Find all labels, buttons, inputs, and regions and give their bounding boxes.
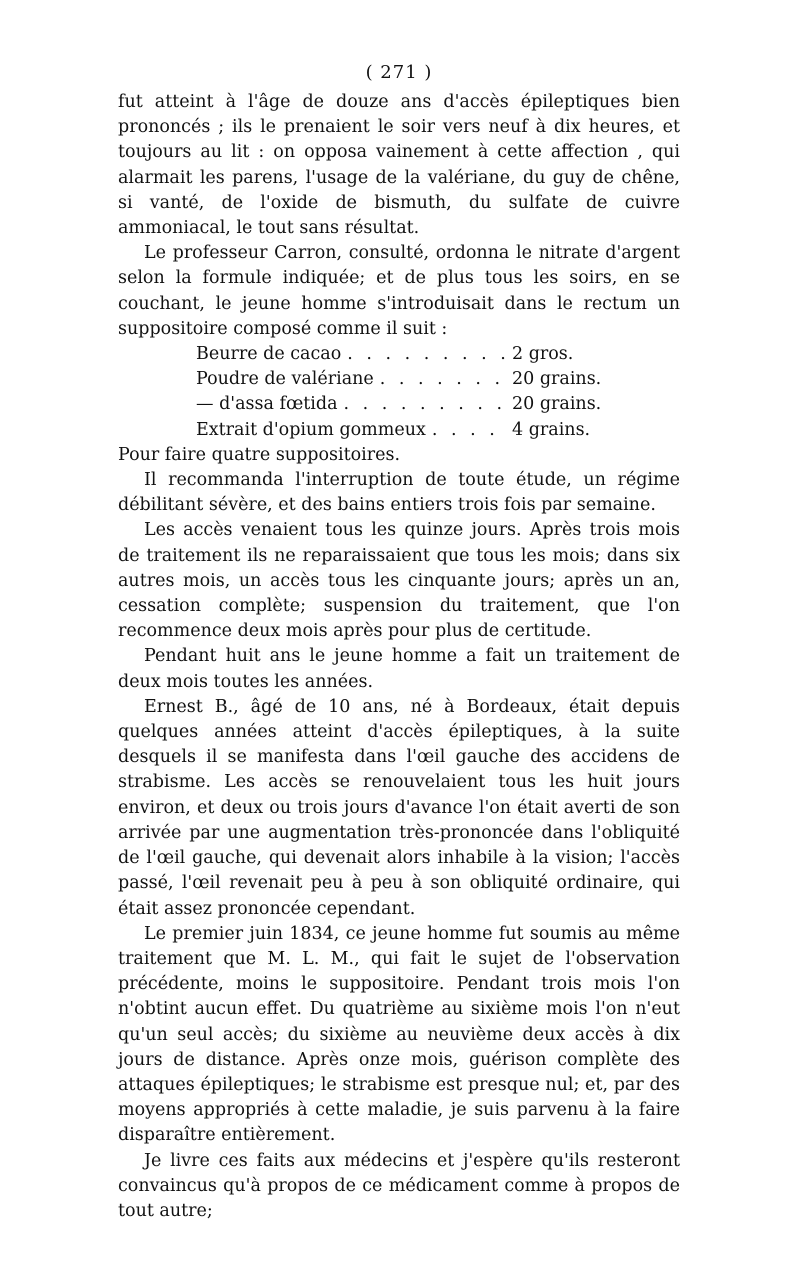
- recipe-ingredient: Beurre de cacao: [196, 344, 342, 365]
- recipe-row: [196, 342, 598, 367]
- recipe-leader-dots: [380, 367, 506, 392]
- page-number: ( 271 ): [365, 62, 433, 83]
- paragraph-conclusion: Je livre ces faits aux médecins et j'espère qu'ils resteront convaincus qu'à propos de ce médicament comme à propos de tout autre;: [118, 1150, 680, 1221]
- recipe-amount: 2 gros.: [512, 344, 574, 365]
- paragraph-recommendation: Il recommanda l'interruption de toute étude, un régime débilitant sévère, et des bains entiers trois fois par semaine.: [118, 470, 680, 516]
- paragraph-progress: Les accès venaient tous les quinze jours. Après trois mois de traitement ils ne reparaissaient que tous les mois; dans six autres mois, un accès tous les cinquante jours; après un an, cessation complète; suspension du traitement, que l'on recommence deux mois après pour plus de certitude.: [118, 520, 680, 642]
- recipe-note: Pour faire quatre suppositoires.: [118, 444, 401, 465]
- paragraph-eight-years: Pendant huit ans le jeune homme a fait un traitement de deux mois toutes les années.: [118, 646, 680, 692]
- recipe-amount: 4 grains.: [512, 419, 591, 440]
- recipe-ingredient: Poudre de valériane: [196, 369, 374, 390]
- recipe-row: [196, 418, 598, 443]
- recipe-amount: 20 grains.: [512, 369, 602, 390]
- recipe-leader-dots: [347, 342, 506, 367]
- recipe-amount: 20 grains.: [512, 394, 602, 415]
- suppository-recipe: [118, 342, 680, 443]
- recipe-ingredient: — d'assa fœtida: [196, 394, 338, 415]
- paragraph-ernest-case: Ernest B., âgé de 10 ans, né à Bordeaux, était depuis quelques années atteint d'accès épileptiques, à la suite desquels il se manifesta dans l'œil gauche des accidens de strabisme. Les accès se renouvelaient tous les huit jours environ, et deux ou trois jours d'avance l'on était averti de son arrivée par une augmentation très-prononcée dans l'obliquité de l'œil gauche, qui devenait alors inhabile à la vision; l'accès passé, l'œil revenait peu à peu à son obliquité ordinaire, qui était assez prononcée cependant.: [118, 696, 680, 919]
- recipe-leader-dots: [344, 392, 506, 417]
- recipe-row: [196, 392, 602, 417]
- paragraph-carron-consultation: Le professeur Carron, consulté, ordonna le nitrate d'argent selon la formule indiquée; et de plus tous les soirs, en se couchant, le jeune homme s'introduisait dans le rectum un suppositoire composé comme il suit :: [118, 243, 680, 339]
- recipe-ingredient: Extrait d'opium gommeux: [196, 419, 426, 440]
- paragraph-continuation: fut atteint à l'âge de douze ans d'accès épileptiques bien prononcés ; ils le prenaient le soir vers neuf à dix heures, et toujours au lit : on opposa vainement à cette affection , qui alarmait les parens, l'usage de la valériane, du guy de chêne, si vanté, de l'oxide de bismuth, du sulfate de cuivre ammoniacal, le tout sans résultat.: [118, 92, 680, 239]
- paragraph-treatment-1834: Le premier juin 1834, ce jeune homme fut soumis au même traitement que M. L. M., qui fait le sujet de l'observation précédente, moins le suppositoire. Pendant trois mois l'on n'obtint aucun effet. Du quatrième au sixième mois l'on n'eut qu'un seul accès; du sixième au neuvième deux accès à dix jours de distance. Après onze mois, guérison complète des attaques épileptiques; le strabisme est presque nul; et, par des moyens appropriés à cette maladie, je suis parvenu à la faire disparaître entièrement.: [118, 923, 680, 1146]
- recipe-row: [196, 367, 602, 392]
- recipe-leader-dots: [432, 418, 506, 443]
- book-page: [118, 60, 680, 1224]
